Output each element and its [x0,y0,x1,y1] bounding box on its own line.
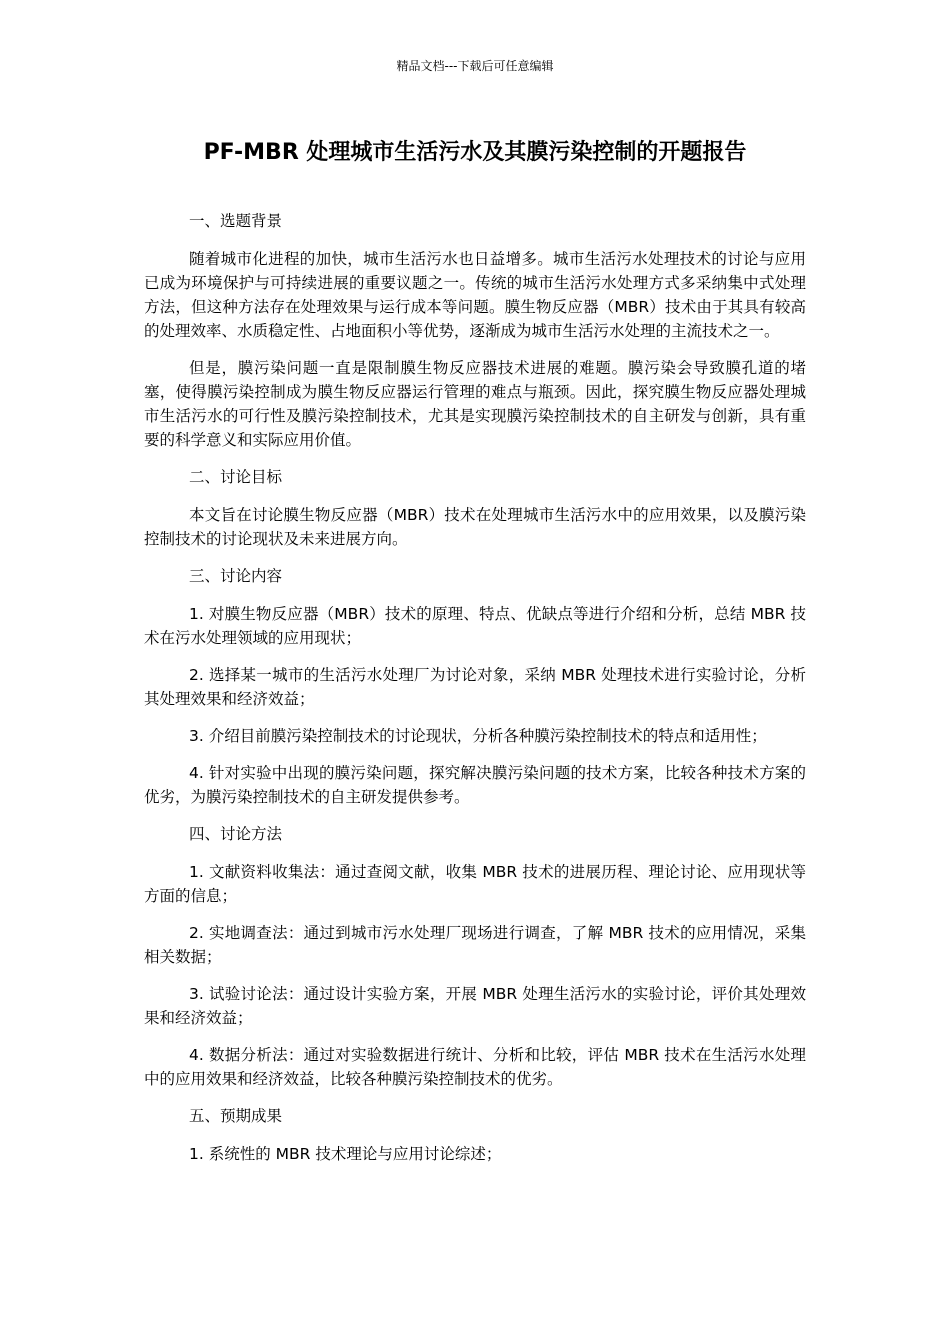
paragraph: 随着城市化进程的加快，城市生活污水也日益增多。城市生活污水处理技术的讨论与应用已成为环境保护与可持续进展的重要议题之一。传统的城市生活污水处理方式多采纳集中式处理方法，但这种方法存在处理效果与运行成本等问题。膜生物反应器（MBR）技术由于其具有较高的处理效率、水质稳定性、占地面积小等优势，逐渐成为城市生活污水处理的主流技术之一。 [144,250,806,340]
list-item: 4. 针对实验中出现的膜污染问题，探究解决膜污染问题的技术方案，比较各种技术方案的优劣，为膜污染控制技术的自主研发提供参考。 [144,764,806,806]
section-heading: 三、讨论内容 [189,567,283,585]
list-item: 1. 对膜生物反应器（MBR）技术的原理、特点、优缺点等进行介绍和分析，总结 MBR 技术在污水处理领域的应用现状； [144,605,806,647]
section-heading: 五、预期成果 [189,1107,283,1125]
document-title: PF-MBR 处理城市生活污水及其膜污染控制的开题报告 [203,140,747,165]
list-item: 2. 实地调查法：通过到城市污水处理厂现场进行调查，了解 MBR 技术的应用情况，采集相关数据； [144,924,806,966]
section-heading: 二、讨论目标 [189,468,283,486]
list-item: 4. 数据分析法：通过对实验数据进行统计、分析和比较，评估 MBR 技术在生活污水处理中的应用效果和经济效益，比较各种膜污染控制技术的优劣。 [144,1046,806,1088]
paragraph: 但是，膜污染问题一直是限制膜生物反应器技术进展的难题。膜污染会导致膜孔道的堵塞，使得膜污染控制成为膜生物反应器运行管理的难点与瓶颈。因此，探究膜生物反应器处理城市生活污水的可行性及膜污染控制技术，尤其是实现膜污染控制技术的自主研发与创新，具有重要的科学意义和实际应用价值。 [144,359,806,449]
page-header-note: 精品文档---下载后可任意编辑 [396,59,554,73]
section-heading: 一、选题背景 [189,212,283,230]
document-body [144,209,806,1179]
list-item: 1. 系统性的 MBR 技术理论与应用讨论综述； [189,1145,502,1163]
list-item: 1. 文献资料收集法：通过查阅文献，收集 MBR 技术的进展历程、理论讨论、应用现状等方面的信息； [144,863,806,905]
list-item: 2. 选择某一城市的生活污水处理厂为讨论对象，采纳 MBR 处理技术进行实验讨论，分析其处理效果和经济效益； [144,666,806,708]
list-item: 3. 介绍目前膜污染控制技术的讨论现状，分析各种膜污染控制技术的特点和适用性； [189,727,767,745]
list-item: 3. 试验讨论法：通过设计实验方案，开展 MBR 处理生活污水的实验讨论，评价其处理效果和经济效益； [144,985,806,1027]
section-heading: 四、讨论方法 [189,825,283,843]
paragraph: 本文旨在讨论膜生物反应器（MBR）技术在处理城市生活污水中的应用效果，以及膜污染控制技术的讨论现状及未来进展方向。 [144,506,806,548]
